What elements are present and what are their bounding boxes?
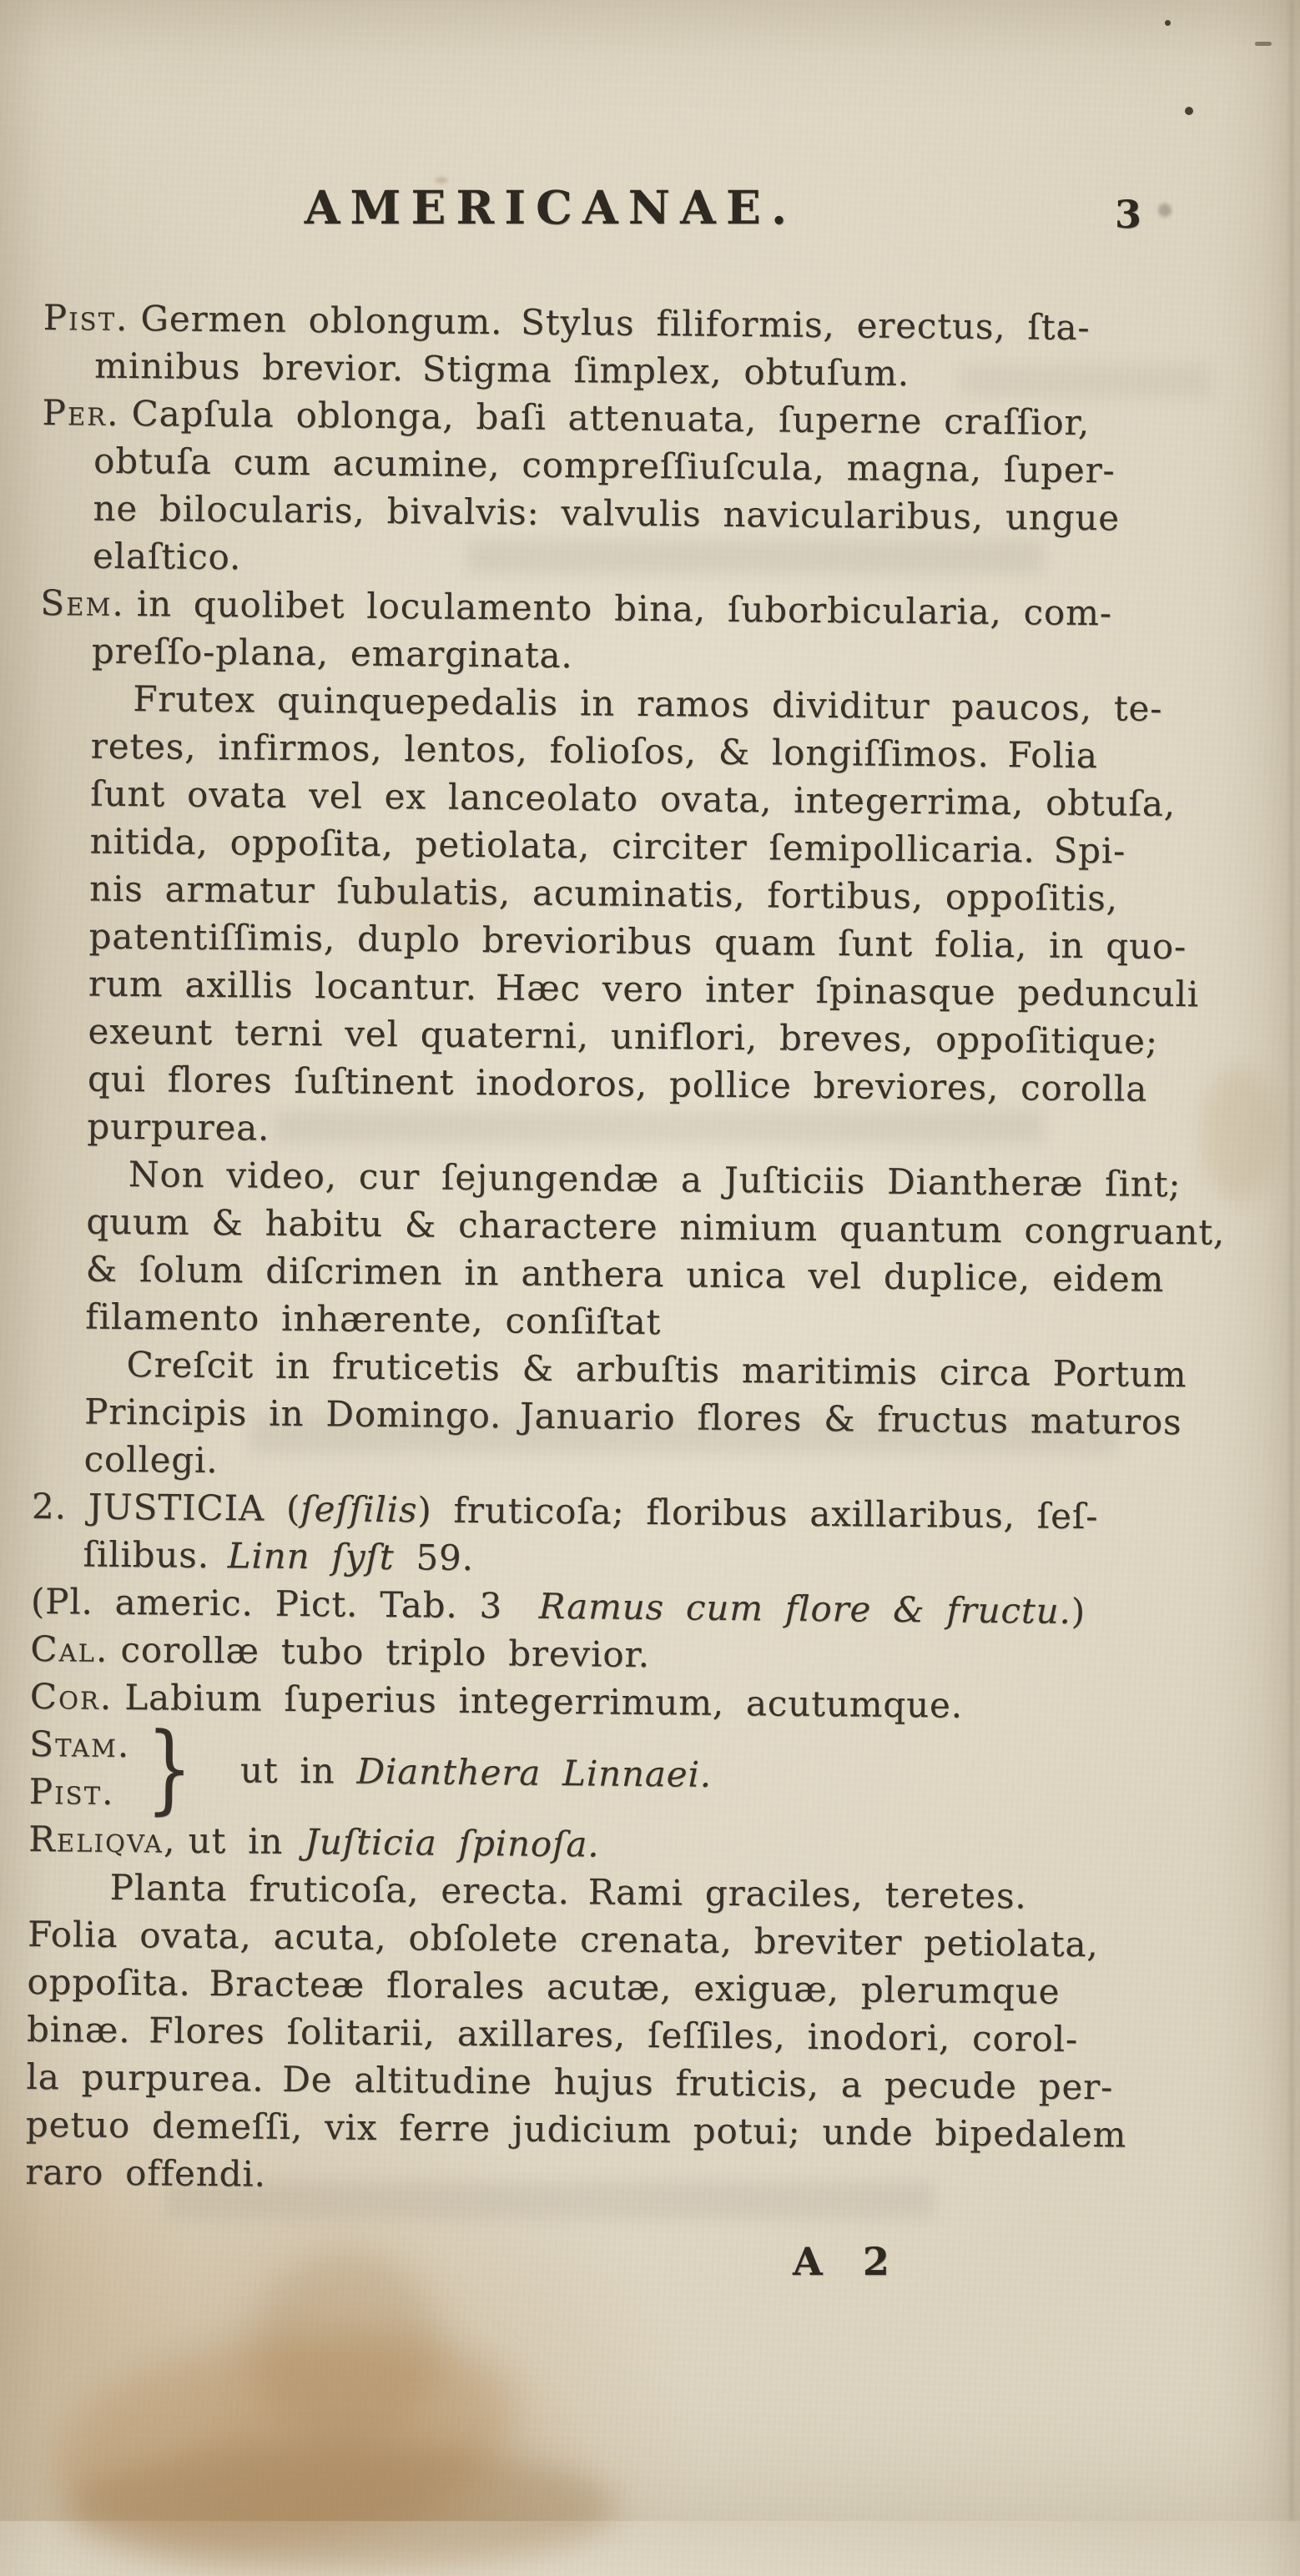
- text-line: oppoſita. Bracteæ florales acutæ, exiguæ, plerumque: [27, 1960, 1061, 2012]
- entry-label: Sem.: [40, 581, 126, 624]
- text-line: Per. Capſula oblonga, baſi attenuata, ſuperne craſſior,: [42, 391, 1091, 444]
- text-line: & ſolum diſcrimen in anthera unica vel duplice, eidem: [85, 1248, 1165, 1300]
- ink-speck: [1185, 107, 1193, 115]
- text-line: exeunt terni vel quaterni, uniflori, breves, oppoſitique;: [88, 1010, 1159, 1062]
- text-line: Pist. Germen oblongum. Stylus filiformis, erectus, ſta-: [43, 296, 1091, 349]
- text-line: retes, infirmos, lentos, folioſos, & longiſſimos. Folia: [90, 725, 1099, 777]
- text-line: ſunt ovata vel ex lanceolato ovata, integerrima, obtuſa,: [90, 772, 1177, 825]
- text-line: quum & habitu & charactere nimium quantum congruant,: [86, 1200, 1226, 1253]
- text-line: nitida, oppoſita, petiolata, circiter ſemipollicaria. Spi-: [89, 820, 1126, 872]
- text-line: patentiſſimis, duplo brevioribus quam ſunt folia, in quo-: [88, 915, 1187, 968]
- page-edge-shadow: [1290, 0, 1293, 2521]
- text-line: (Pl. americ. Pict. Tab. 3 Ramus cum flore & fructu.): [30, 1580, 1086, 1633]
- entry-label: Stam.: [29, 1723, 131, 1766]
- text-line: la purpurea. De altitudine hujus fruticis, a pecude per-: [26, 2055, 1114, 2108]
- text-line: binæ. Flores ſolitarii, axillares, ſeſſiles, inodori, corol-: [26, 2008, 1079, 2060]
- text-line: preſſo-plana, emarginata.: [91, 630, 573, 677]
- text-line: Cal. corollæ tubo triplo brevior.: [30, 1628, 651, 1676]
- running-title: AMERICANAE.: [304, 180, 798, 234]
- text-line: collegi.: [83, 1438, 219, 1482]
- signature-mark: A 2: [793, 2239, 904, 2284]
- text-line: Sem. in quolibet loculamento bina, ſuborbicularia, com-: [40, 581, 1113, 634]
- brace-bracket-glyph: }: [145, 1712, 194, 1825]
- paper-stain: [250, 2252, 442, 2444]
- entry-label: Per.: [42, 391, 120, 434]
- text-line: Principis in Domingo. Januario flores & fructus maturos: [83, 1391, 1182, 1443]
- text-line: Planta fruticoſa, erecta. Rami graciles, teretes.: [109, 1866, 1027, 1917]
- text-line: raro offendi.: [25, 2151, 267, 2195]
- text-line: Non video, cur ſejungendæ a Juſticiis Diantheræ ſint;: [128, 1154, 1182, 1205]
- text-line: 2. JUSTICIA (ſeſſilis) fruticoſa; floribus axillaribus, ſeſ-: [31, 1485, 1099, 1537]
- text-line: Creſcit in fruticetis & arbuſtis maritimis circa Portum: [126, 1344, 1187, 1396]
- ink-speck: [1255, 42, 1272, 46]
- entry-label: Reliqva,: [28, 1818, 177, 1861]
- text-line: ſilibus. Linn ſyſt 59.: [83, 1533, 475, 1579]
- text-line: Cor. Labium ſuperius integerrimum, acutumque.: [29, 1675, 964, 1726]
- text-line: purpurea.: [87, 1105, 270, 1149]
- ink-speck: [1158, 204, 1172, 217]
- stam-pist-brace-row: [28, 1712, 1222, 1827]
- entry-label: Cor.: [29, 1675, 113, 1718]
- text-line: petuo demeſſi, vix ferre judicium potui; unde bipedalem: [25, 2103, 1127, 2156]
- text-line: qui flores ſuſtinent inodoros, pollice breviores, corolla: [87, 1058, 1148, 1109]
- text-line: minibus brevior. Stigma ſimplex, obtuſum.: [93, 345, 910, 394]
- text-line: rum axillis locantur. Hæc vero inter ſpinasque pedunculi: [88, 963, 1200, 1015]
- text-line: filamento inhærente, conſiſtat: [84, 1296, 662, 1343]
- entry-label: Pist.: [43, 296, 129, 339]
- text-block: [25, 294, 1237, 2207]
- entry-label: Cal.: [30, 1628, 109, 1670]
- paper-stain: [67, 2444, 617, 2569]
- brace-text: ut in Dianthera Linnaei.: [239, 1748, 713, 1795]
- text-line: Frutex quinquepedalis in ramos dividitur paucos, te-: [133, 678, 1163, 729]
- paper-stain: [38, 2304, 529, 2576]
- text-line: nis armatur ſubulatis, acuminatis, fortibus, oppoſitis,: [88, 868, 1119, 919]
- text-line: Folia ovata, acuta, obſolete crenata, breviter petiolata,: [27, 1913, 1099, 1965]
- brace-labels: [28, 1720, 130, 1816]
- text-line: ne bilocularis, bivalvis: valvulis navicularibus, ungue: [93, 487, 1121, 539]
- text-line: obtuſa cum acumine, compreſſiuſcula, magna, ſuper-: [93, 440, 1116, 491]
- ink-speck: [1165, 20, 1171, 26]
- text-line: Reliqva, ut in Juſticia ſpinoſa.: [28, 1818, 600, 1865]
- entry-label: Pist.: [28, 1770, 115, 1813]
- page-number: 3: [1115, 192, 1142, 237]
- text-line: elaſtico.: [92, 535, 242, 578]
